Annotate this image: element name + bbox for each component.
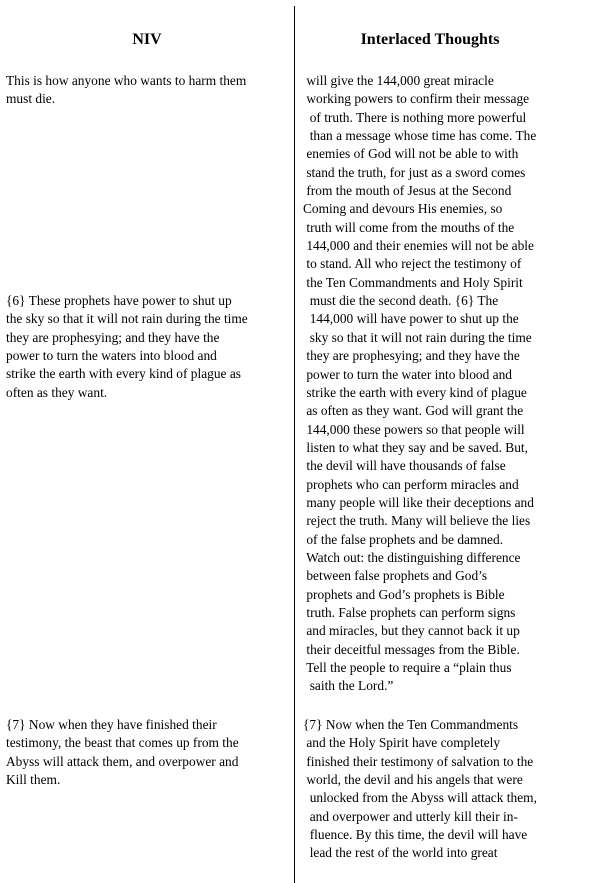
text-line: they are prophesying; and they have the	[303, 348, 520, 364]
text-line: prophets who can perform miracles and	[303, 476, 519, 492]
text-line: 144,000 and their enemies will not be able	[303, 238, 534, 254]
text-line: their deceitful messages from the Bible.	[303, 641, 520, 657]
text-line: strike the earth with every kind of plague	[303, 384, 527, 400]
text-line: the Ten Commandments and Holy Spirit	[303, 274, 523, 290]
niv-verse-6	[6, 292, 292, 402]
text-line: {6} These prophets have power to shut up	[6, 293, 232, 308]
text-line: and overpower and utterly kill their in-	[303, 808, 518, 824]
text-line: Kill them.	[6, 772, 61, 788]
interlaced-verses-5-6	[303, 72, 603, 696]
text-line: 144,000 will have power to shut up the	[303, 311, 519, 327]
text-line: will give the 144,000 great miracle	[303, 73, 494, 88]
column-divider	[294, 6, 295, 883]
text-line: of the false prophets and be damned.	[303, 531, 504, 547]
text-line: power to turn the water into blood and	[303, 366, 512, 382]
niv-verse-5	[6, 72, 292, 109]
text-line: listen to what they say and be saved. But,	[303, 439, 528, 455]
text-line: as often as they want. God will grant the	[303, 403, 524, 419]
text-line: This is how anyone who wants to harm them	[6, 73, 247, 88]
text-line: saith the Lord.”	[303, 678, 394, 694]
text-line: finished their testimony of salvation to the	[303, 753, 534, 769]
text-line: must die the second death. {6} The	[303, 293, 499, 309]
text-line: Tell the people to require a “plain thus	[303, 660, 512, 675]
text-line: reject the truth. Many will believe the lies	[303, 513, 531, 529]
text-line: between false prophets and God’s	[303, 568, 488, 584]
header-interlaced-thoughts: Interlaced Thoughts	[360, 31, 500, 48]
text-line: world, the devil and his angels that were	[303, 772, 523, 788]
text-line: than a message whose time has come. The	[303, 128, 537, 144]
text-line: strike the earth with every kind of plague as	[6, 366, 242, 382]
text-line: Watch out: the distinguishing difference	[303, 549, 521, 565]
text-line: working powers to confirm their message	[303, 91, 530, 107]
text-line: the sky so that it will not rain during the time	[6, 311, 248, 327]
text-line: they are prophesying; and they have the	[6, 329, 220, 345]
niv-verse-7	[6, 716, 292, 789]
text-line: lead the rest of the world into great	[303, 845, 498, 861]
text-line: Abyss will attack them, and overpower and	[6, 753, 239, 769]
text-line: and miracles, but they cannot back it up	[303, 623, 520, 639]
text-line: testimony, the beast that comes up from the	[6, 735, 239, 751]
text-line: often as they want.	[6, 384, 108, 400]
text-line: {7} Now when they have finished their	[6, 717, 217, 732]
text-line: 144,000 these powers so that people will	[303, 421, 525, 437]
text-line: enemies of God will not be able to with	[303, 146, 519, 162]
text-line: and the Holy Spirit have completely	[303, 735, 501, 751]
text-line: sky so that it will not rain during the time	[303, 329, 532, 345]
text-line: to stand. All who reject the testimony of	[303, 256, 522, 272]
text-line: prophets and God’s prophets is Bible	[303, 586, 505, 602]
text-line: must die.	[6, 91, 56, 107]
text-line: power to turn the waters into blood and	[6, 348, 217, 364]
text-line: unlocked from the Abyss will attack them,	[303, 790, 537, 806]
text-line: the devil will have thousands of false	[303, 458, 506, 474]
text-line: fluence. By this time, the devil will have	[303, 827, 528, 843]
text-line: stand the truth, for just as a sword comes	[303, 164, 526, 180]
text-line: {7} Now when the Ten Commandments	[303, 717, 519, 732]
text-line: truth. False prophets can perform signs	[303, 604, 516, 620]
interlaced-verse-7	[303, 716, 603, 863]
text-line: Coming and devours His enemies, so	[303, 201, 503, 217]
text-line: from the mouth of Jesus at the Second	[303, 183, 512, 199]
text-line: many people will like their deceptions and	[303, 494, 534, 510]
header-niv: NIV	[132, 31, 162, 48]
text-line: of truth. There is nothing more powerful	[303, 109, 527, 125]
text-line: truth will come from the mouths of the	[303, 219, 515, 235]
